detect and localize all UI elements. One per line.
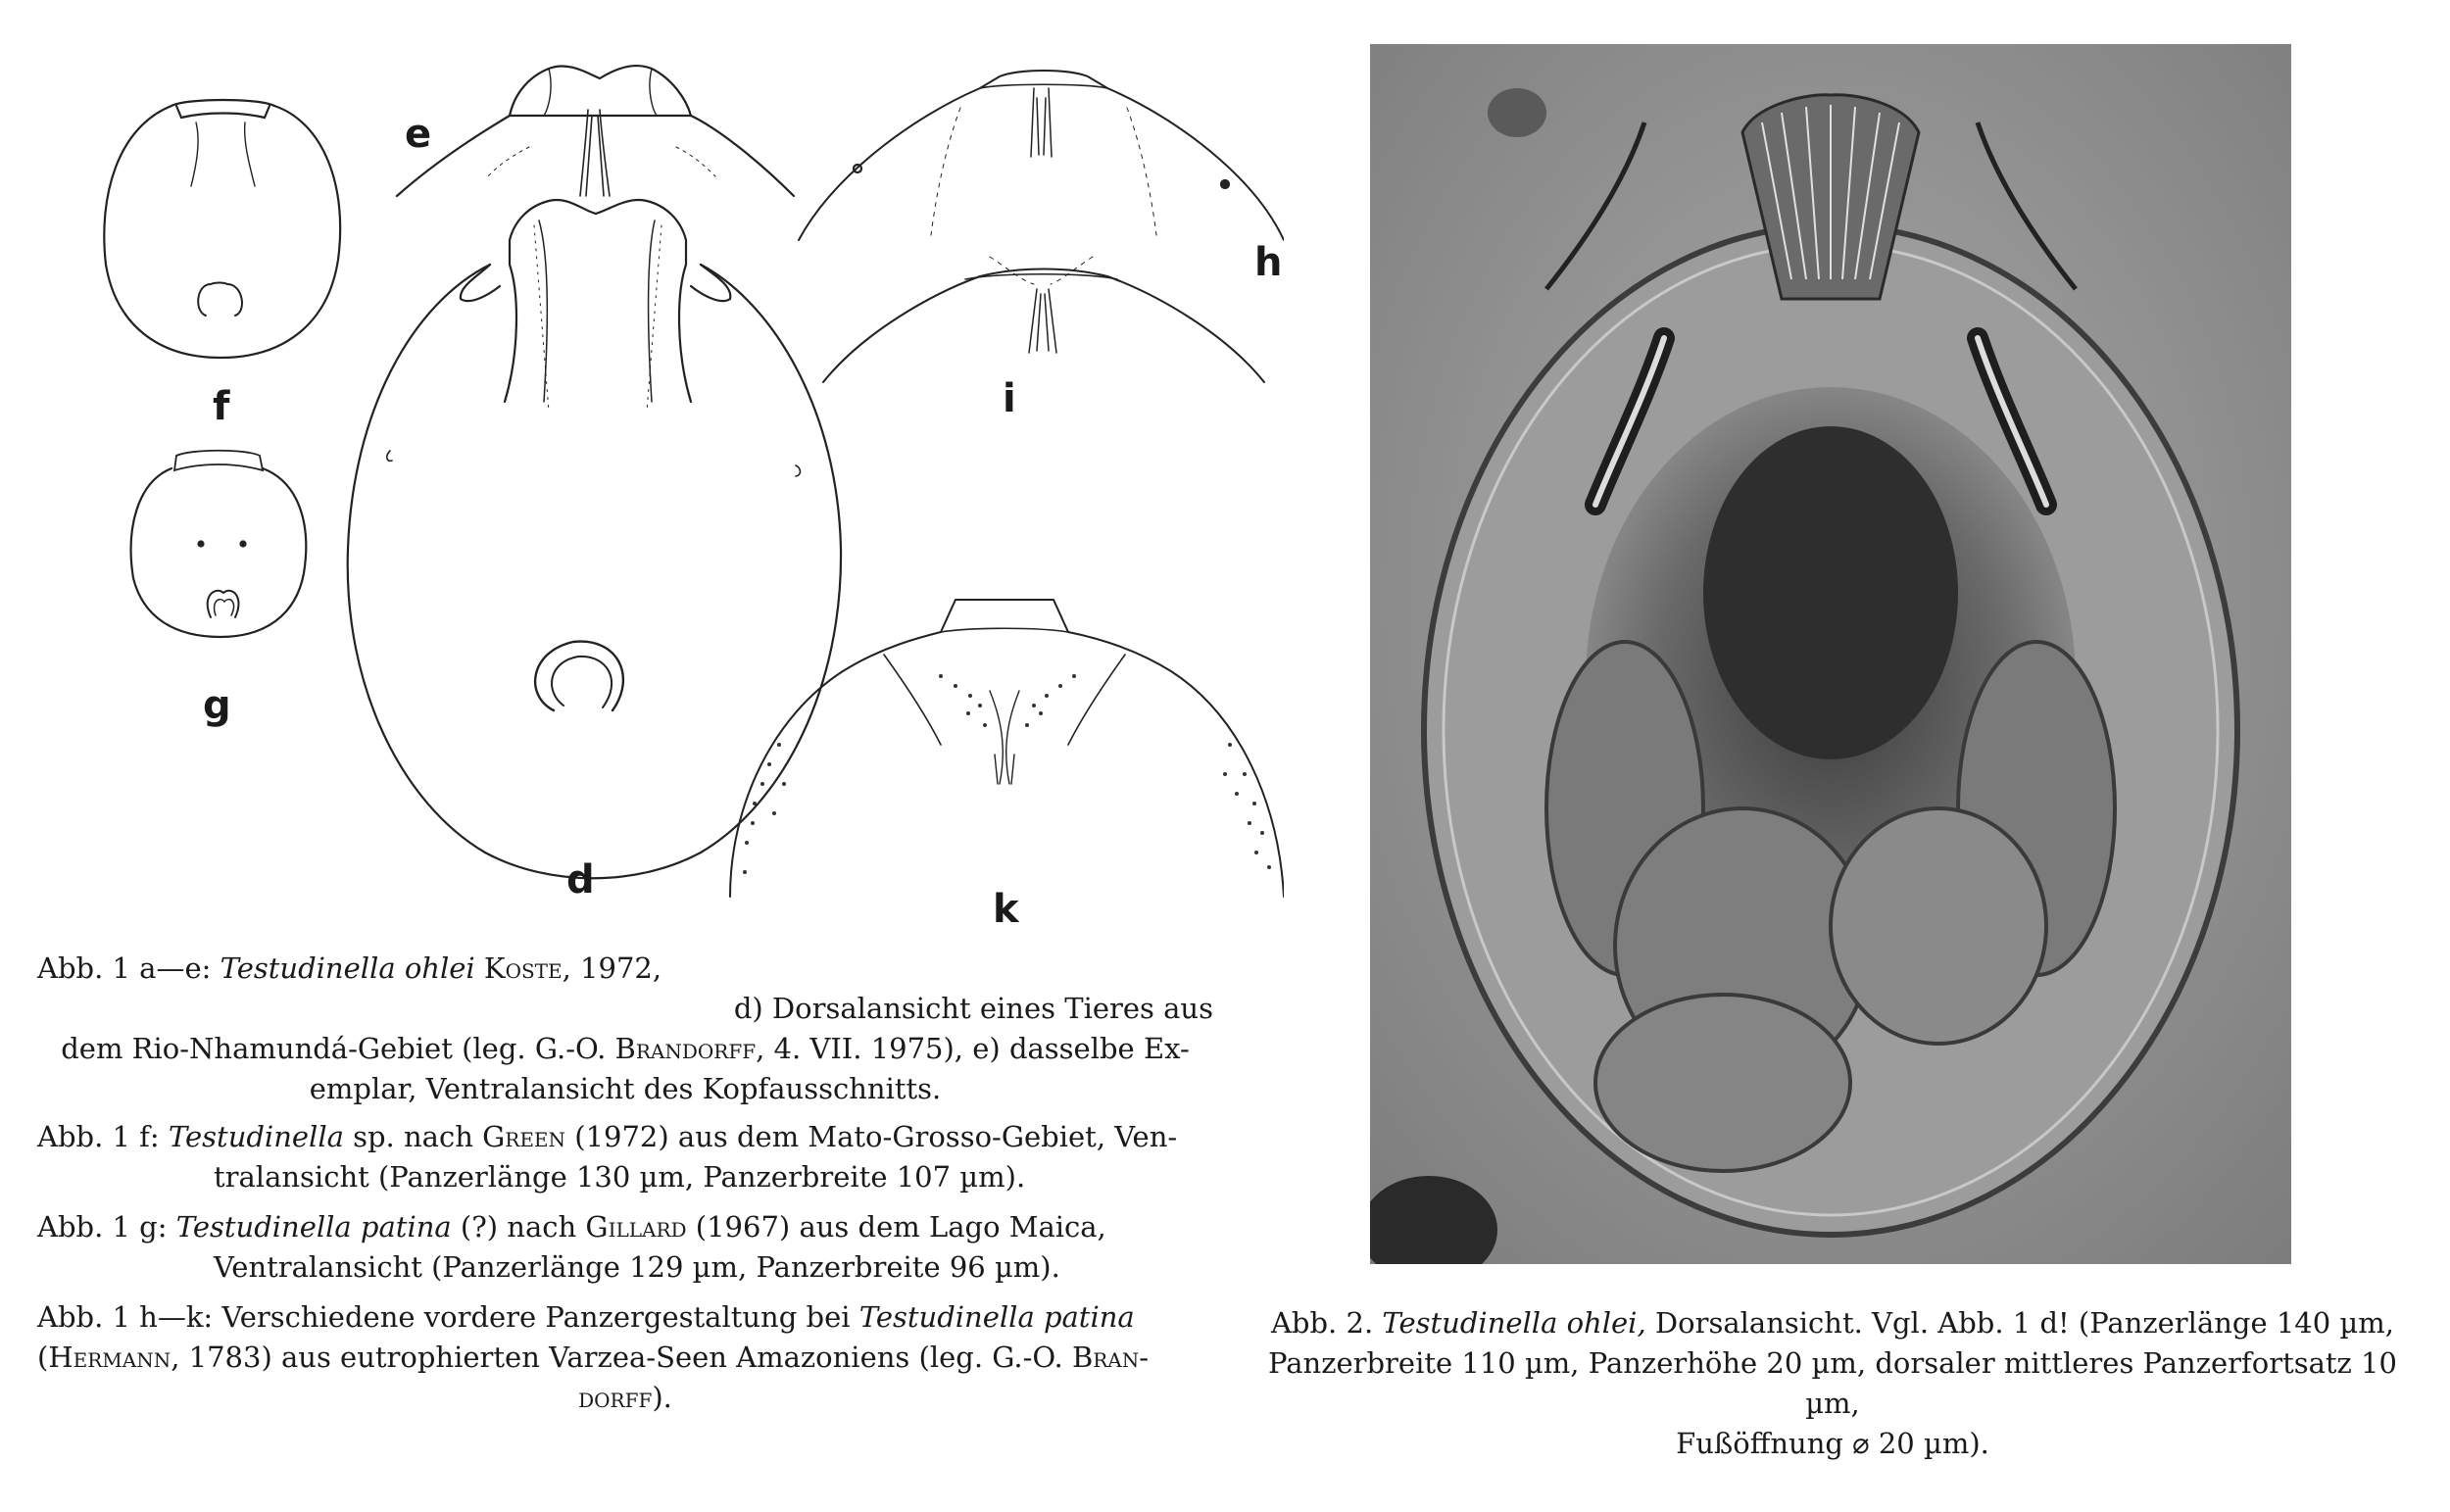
panel-label-d: d <box>566 857 595 902</box>
caption-collector: Bran- <box>1071 1341 1150 1374</box>
caption-text: (?) nach <box>451 1210 586 1244</box>
caption-species: Testudinella patina <box>175 1210 452 1244</box>
caption-fig1-f <box>37 1117 1213 1197</box>
drawing-f <box>104 100 340 358</box>
panel-label-e: e <box>405 112 432 157</box>
caption-author: Gillard <box>585 1210 687 1244</box>
caption-collector: Brandorff <box>614 1032 757 1065</box>
drawing-e <box>397 66 794 196</box>
caption-text: (1967) aus dem Lago Maica, <box>686 1210 1106 1244</box>
panel-label-g: g <box>203 683 231 728</box>
figure-2-micrograph <box>1370 44 2291 1264</box>
caption-species: Testudinella ohlei <box>220 951 475 985</box>
caption-line: Ventralansicht (Panzerlänge 129 µm, Panzerbreite 96 µm). <box>214 1250 1060 1284</box>
figure-1-drawings <box>0 0 1284 941</box>
caption-abb-label: Abb. 1 f: <box>37 1120 160 1153</box>
panel-label-h: h <box>1254 240 1283 285</box>
caption-fig1-a-e <box>37 949 1213 1109</box>
caption-author: Green <box>482 1120 566 1153</box>
caption-fig1-g <box>37 1207 1213 1288</box>
caption-text: Verschiedene vordere Panzergestaltung bei <box>213 1300 859 1334</box>
caption-abb-label: Abb. 1 g: <box>37 1210 168 1244</box>
caption-abb-label: Abb. 1 a—e: <box>37 951 212 985</box>
caption-fig2 <box>1254 1303 2411 1464</box>
caption-text: (1972) aus dem Mato-Grosso-Gebiet, Ven- <box>565 1120 1178 1153</box>
caption-line: , 4. VII. 1975), e) dasselbe Ex- <box>756 1032 1190 1065</box>
caption-text: Dorsalansicht. Vgl. Abb. 1 d! (Panzerlänge 140 µm, <box>1645 1306 2394 1340</box>
caption-line: emplar, Ventralansicht des Kopfausschnitts. <box>309 1072 942 1105</box>
caption-year: , 1972, <box>562 951 662 985</box>
caption-line: dem Rio-Nhamundá-Gebiet (leg. G.-O. <box>61 1032 607 1065</box>
caption-abb-label: Abb. 1 h—k: <box>37 1300 214 1334</box>
drawing-d <box>348 200 841 878</box>
caption-collector: dorff <box>578 1381 653 1414</box>
caption-author: Hermann <box>48 1341 172 1374</box>
drawing-g <box>131 451 307 637</box>
panel-label-f: f <box>213 384 230 429</box>
caption-text: ( <box>37 1341 49 1374</box>
caption-text: , 1783) aus eutrophierten Varzea-Seen Amazoniens (leg. G.-O. <box>171 1341 1063 1374</box>
drawing-k <box>730 600 1284 897</box>
caption-genus: Testudinella <box>168 1120 344 1153</box>
caption-text: sp. nach <box>343 1120 483 1153</box>
caption-species: Testudinella ohlei, <box>1382 1306 1646 1340</box>
caption-line: tralansicht (Panzerlänge 130 µm, Panzerbreite 107 µm). <box>214 1160 1026 1194</box>
panel-label-i: i <box>1003 376 1016 421</box>
caption-line: Fußöffnung ⌀ 20 µm). <box>1676 1427 1989 1460</box>
drawing-h <box>799 71 1284 240</box>
caption-abb-label: Abb. 2. <box>1270 1306 1374 1340</box>
micrograph-rendering <box>1370 44 2291 1264</box>
caption-fig1-h-k <box>37 1297 1213 1418</box>
caption-line-d: d) Dorsalansicht eines Tieres aus <box>733 992 1213 1025</box>
caption-line: Panzerbreite 110 µm, Panzerhöhe 20 µm, dorsaler mittleres Panzerfortsatz 10 µm, <box>1268 1346 2397 1420</box>
drawing-i <box>823 257 1264 382</box>
panel-label-k: k <box>993 887 1019 932</box>
caption-species: Testudinella patina <box>858 1300 1135 1334</box>
figure-1-svg <box>0 0 1284 941</box>
caption-author: Koste <box>483 951 563 985</box>
caption-text: ). <box>652 1381 672 1414</box>
